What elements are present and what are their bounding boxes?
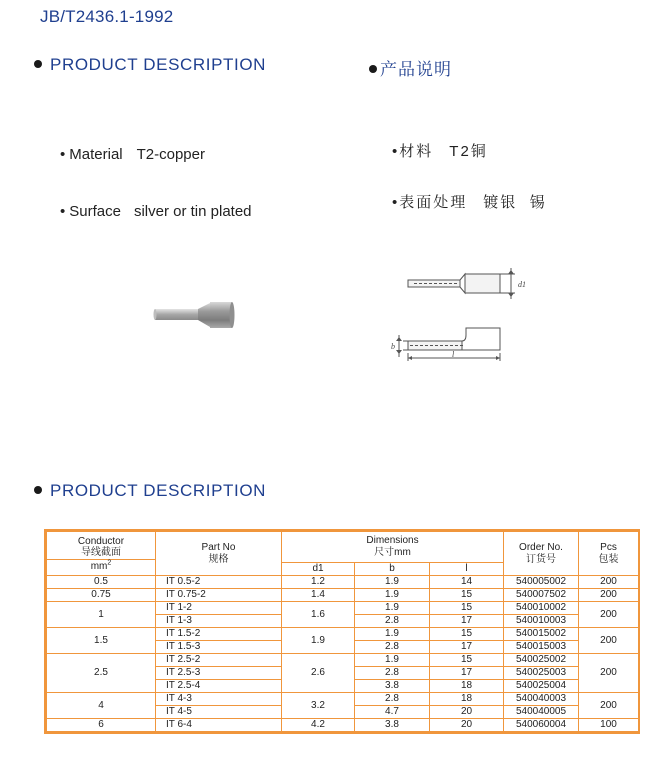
- cell-pcs: 200: [579, 602, 639, 628]
- cell-l: 15: [430, 628, 504, 641]
- cell-conductor: 4: [47, 693, 156, 719]
- table-row: [47, 602, 639, 615]
- cell-order-no: 540025004: [504, 680, 579, 693]
- cell-conductor: 1.5: [47, 628, 156, 654]
- header-part-en: Part No: [201, 541, 236, 553]
- dim-label-l: l: [452, 350, 455, 359]
- col-header-part: [156, 532, 282, 576]
- cell-order-no: 540060004: [504, 719, 579, 732]
- pin-terminal-photo: [150, 296, 240, 336]
- cell-d1: 1.6: [282, 602, 355, 628]
- cell-order-no: 540005002: [504, 576, 579, 589]
- table-row: [47, 589, 639, 602]
- spec-value: silver or tin plated: [133, 203, 252, 220]
- section-title-en: [34, 55, 266, 75]
- cell-part-no: IT 2.5-4: [156, 680, 282, 693]
- cell-b: 1.9: [355, 589, 430, 602]
- spec-value-cn: 镀银 锡: [483, 194, 547, 211]
- cell-part-no: IT 4-5: [156, 706, 282, 719]
- cell-d1: 1.2: [282, 576, 355, 589]
- spec-list-cn: [392, 109, 547, 228]
- cell-d1: 2.6: [282, 654, 355, 693]
- standard-code: JB/T2436.1-1992: [40, 7, 174, 26]
- dim-label-d1: d1: [518, 280, 526, 289]
- cell-b: 1.9: [355, 654, 430, 667]
- cell-l: 14: [430, 576, 504, 589]
- cell-part-no: IT 1-3: [156, 615, 282, 628]
- spec-value-cn: T2铜: [449, 143, 488, 160]
- header-order-en: Order No.: [519, 541, 563, 553]
- cell-l: 17: [430, 641, 504, 654]
- cell-b: 3.8: [355, 680, 430, 693]
- spec-value: T2-copper: [136, 146, 205, 163]
- technical-drawing: [390, 265, 530, 370]
- cell-part-no: IT 2.5-3: [156, 667, 282, 680]
- cell-l: 15: [430, 654, 504, 667]
- cell-l: 17: [430, 667, 504, 680]
- header-pcs-cn: 包装: [598, 553, 619, 565]
- dim-label-b: b: [391, 342, 395, 351]
- spec-label: Material: [69, 146, 123, 163]
- header-conductor-en: Conductor: [77, 535, 125, 547]
- cell-order-no: 540040005: [504, 706, 579, 719]
- cell-pcs: 200: [579, 589, 639, 602]
- section-title-cn-text: 产品说明: [380, 60, 452, 79]
- cell-l: 15: [430, 602, 504, 615]
- cell-b: 1.9: [355, 576, 430, 589]
- cell-d1: 1.4: [282, 589, 355, 602]
- cell-conductor: 2.5: [47, 654, 156, 693]
- section-title-en-2-text: PRODUCT DESCRIPTION: [50, 481, 267, 500]
- cell-l: 20: [430, 706, 504, 719]
- cell-b: 3.8: [355, 719, 430, 732]
- col-header-l: l: [430, 563, 504, 576]
- cell-conductor: 6: [47, 719, 156, 732]
- cell-order-no: 540015003: [504, 641, 579, 654]
- cell-order-no: 540025002: [504, 654, 579, 667]
- cell-b: 1.9: [355, 628, 430, 641]
- section-title-cn: [369, 55, 452, 80]
- table-row: [47, 576, 639, 589]
- cell-order-no: 540025003: [504, 667, 579, 680]
- header-part-cn: 规格: [208, 553, 229, 565]
- cell-part-no: IT 1-2: [156, 602, 282, 615]
- cell-conductor: 0.75: [47, 589, 156, 602]
- cell-part-no: IT 0.75-2: [156, 589, 282, 602]
- header-conductor-unit: $mm^2$: [47, 559, 155, 572]
- cell-pcs: 200: [579, 693, 639, 719]
- bullet-dot: [34, 60, 42, 68]
- header-conductor-cn: 导线截面: [81, 546, 121, 558]
- spec-item-material-cn: •材料 T2铜: [392, 143, 488, 160]
- cell-b: 1.9: [355, 602, 430, 615]
- header-order-cn: 订货号: [526, 553, 556, 565]
- cell-order-no: 540010003: [504, 615, 579, 628]
- cell-pcs: 200: [579, 628, 639, 654]
- cell-part-no: IT 1.5-3: [156, 641, 282, 654]
- col-header-conductor: [47, 532, 156, 576]
- cell-b: 4.7: [355, 706, 430, 719]
- cell-b: 2.8: [355, 667, 430, 680]
- spec-table: [44, 529, 640, 734]
- cell-part-no: IT 1.5-2: [156, 628, 282, 641]
- table-row: [47, 693, 639, 706]
- cell-part-no: IT 2.5-2: [156, 654, 282, 667]
- col-header-order: [504, 532, 579, 576]
- spec-label-cn: 材料: [399, 143, 434, 160]
- cell-order-no: 540040003: [504, 693, 579, 706]
- table-row: [47, 719, 639, 732]
- cell-conductor: 1: [47, 602, 156, 628]
- cell-l: 18: [430, 680, 504, 693]
- cell-b: 2.8: [355, 615, 430, 628]
- cell-d1: 1.9: [282, 628, 355, 654]
- header-dims-en: Dimensions: [366, 535, 419, 546]
- cell-part-no: IT 0.5-2: [156, 576, 282, 589]
- cell-order-no: 540015002: [504, 628, 579, 641]
- bullet-dot: [34, 486, 42, 494]
- cell-conductor: 0.5: [47, 576, 156, 589]
- cell-b: 2.8: [355, 641, 430, 654]
- cell-d1: 3.2: [282, 693, 355, 719]
- table-row: [47, 628, 639, 641]
- cell-pcs: 200: [579, 576, 639, 589]
- cell-l: 18: [430, 693, 504, 706]
- col-header-b: b: [355, 563, 430, 576]
- spec-item-surface-cn: •表面处理 镀银 锡: [392, 194, 547, 211]
- col-header-pcs: [579, 532, 639, 576]
- header-pcs-en: Pcs: [600, 541, 617, 553]
- table-body: [47, 576, 639, 732]
- bullet-dot: [369, 65, 377, 73]
- col-header-dimensions: [282, 532, 504, 563]
- cell-d1: 4.2: [282, 719, 355, 732]
- cell-l: 17: [430, 615, 504, 628]
- cell-pcs: 100: [579, 719, 639, 732]
- cell-order-no: 540010002: [504, 602, 579, 615]
- cell-b: 2.8: [355, 693, 430, 706]
- cell-l: 20: [430, 719, 504, 732]
- cell-part-no: IT 6-4: [156, 719, 282, 732]
- section-title-en-text: PRODUCT DESCRIPTION: [50, 55, 267, 74]
- cell-l: 15: [430, 589, 504, 602]
- header-dims-cn: 尺寸mm: [374, 547, 411, 558]
- table-row: [47, 654, 639, 667]
- spec-item-material: • Material T2-copper: [60, 146, 205, 163]
- cell-part-no: IT 4-3: [156, 693, 282, 706]
- col-header-d1: d1: [282, 563, 355, 576]
- spec-label: Surface: [69, 203, 121, 220]
- cell-pcs: 200: [579, 654, 639, 693]
- cell-order-no: 540007502: [504, 589, 579, 602]
- spec-list-en: [60, 107, 252, 240]
- section-title-en-2: [34, 481, 266, 501]
- spec-label-cn: 表面处理: [399, 194, 468, 211]
- spec-item-surface: • Surface silver or tin plated: [60, 203, 252, 220]
